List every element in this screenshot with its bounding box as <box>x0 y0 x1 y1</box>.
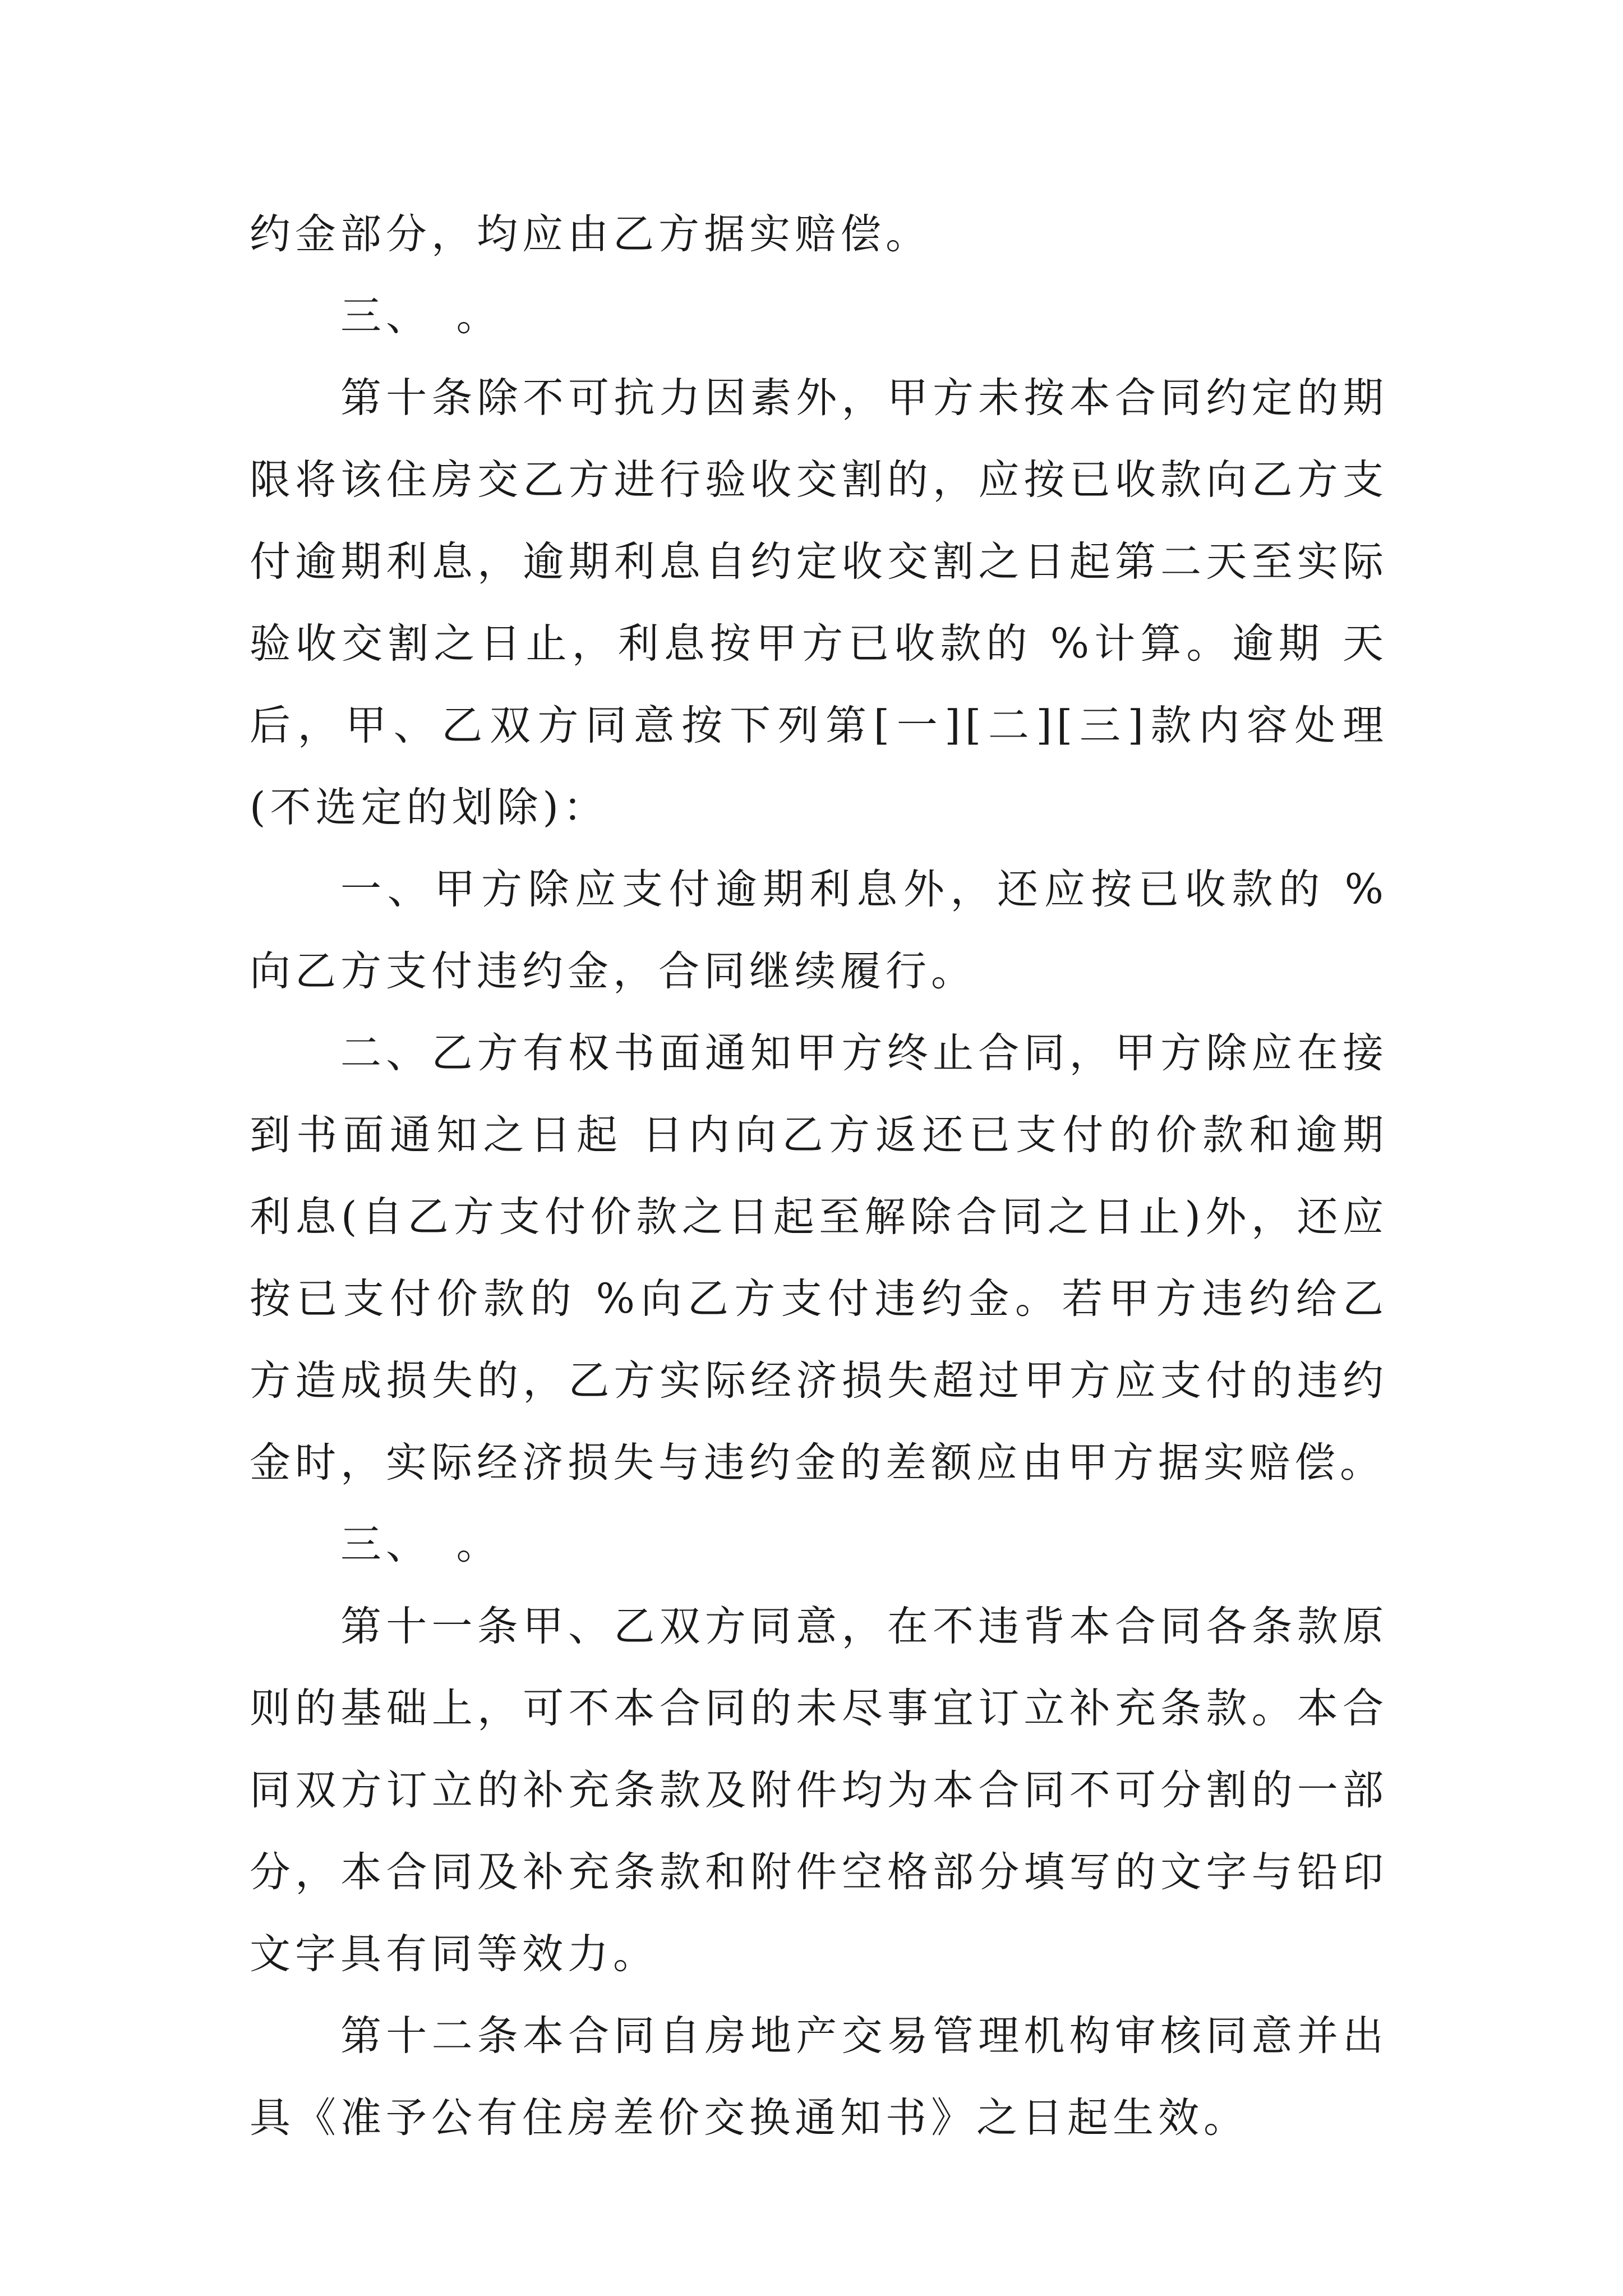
paragraph-article-10: 第十条除不可抗力因素外，甲方未按本合同约定的期限将该住房交乙方进行验收交割的，应按已收款向乙方支付逾期利息，逾期利息自约定收交割之日起第二天至实际验收交割之日止，利息按甲方已收款的 %计算。逾期 天后，甲、乙双方同意按下列第[一][二][三]款内容处理(不选定的划除)： <box>250 374 1388 831</box>
paragraph-item-three-second: 三、 。 <box>340 1521 502 1568</box>
paragraph-item-two: 二、乙方有权书面通知甲方终止合同，甲方除应在接到书面通知之日起 日内向乙方返还已支付的价款和逾期利息(自乙方支付价款之日起至解除合同之日止)外，还应按已支付价款的 %向乙方支付违约金。若甲方违约给乙方造成损失的，乙方实际经济损失超过甲方应支付的违约金时，实际经济损失与违约金的差额应由甲方据实赔偿。 <box>250 1029 1388 1487</box>
paragraph-article-12: 第十二条本合同自房地产交易管理机构审核同意并出具《准予公有住房差价交换通知书》之日起生效。 <box>250 2012 1388 2142</box>
paragraph-article-11: 第十一条甲、乙双方同意，在不违背本合同各条款原则的基础上，可不本合同的未尽事宜订立补充条款。本合同双方订立的补充条款及附件均为本合同不可分割的一部分，本合同及补充条款和附件空格部分填写的文字与铅印文字具有同等效力。 <box>250 1603 1388 1978</box>
paragraph-item-three: 三、 。 <box>340 292 502 340</box>
document-body <box>250 194 1388 2159</box>
paragraph-item-one: 一、甲方除应支付逾期利息外，还应按已收款的 %向乙方支付违约金，合同继续履行。 <box>250 866 1388 995</box>
paragraph-continuation: 约金部分，均应由乙方据实赔偿。 <box>250 210 931 258</box>
